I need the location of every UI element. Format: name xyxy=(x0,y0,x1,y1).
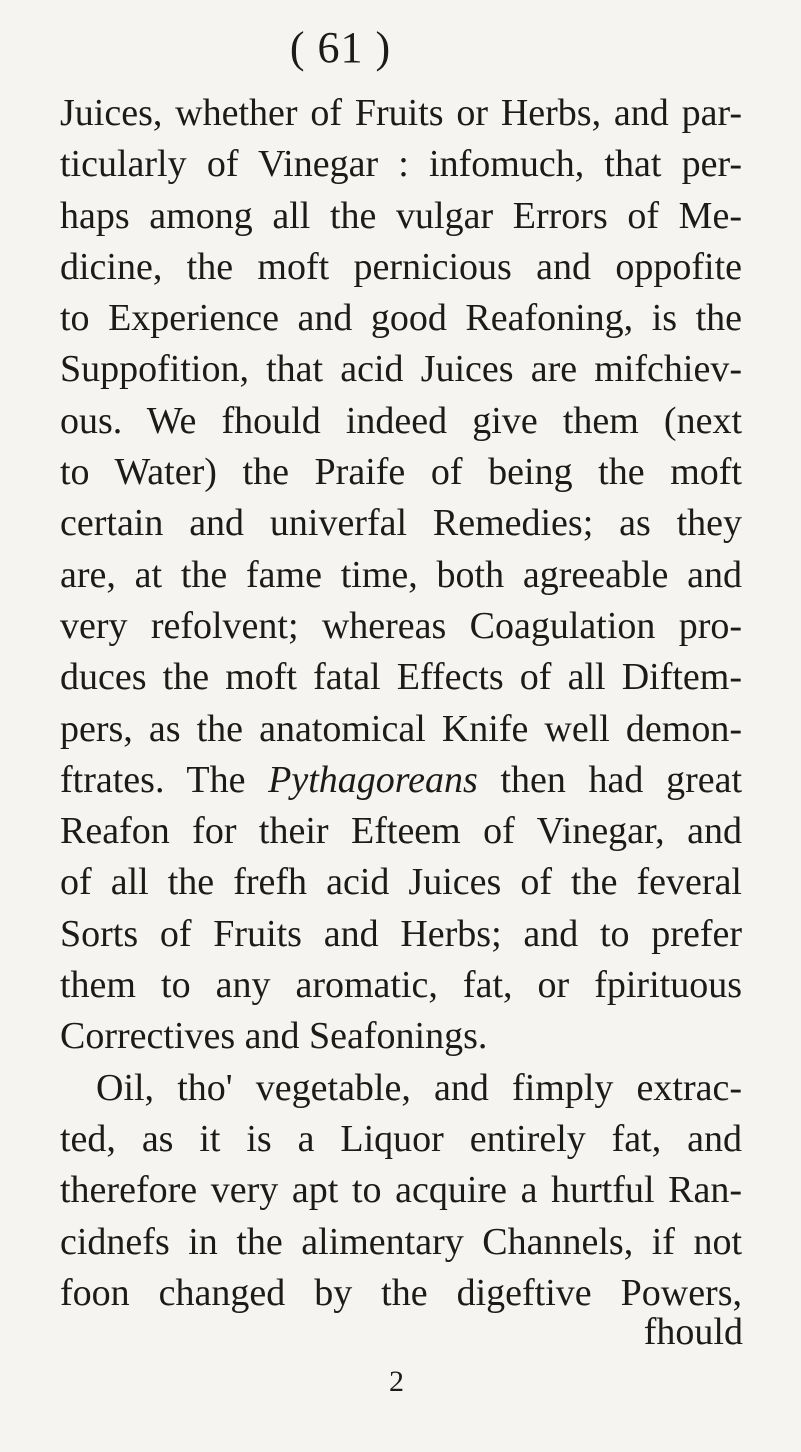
text-line: pers, as the anatomical Knife well demon- xyxy=(60,707,742,750)
text-line: to Experience and good Reafoning, is the xyxy=(60,297,742,340)
text-line: very refolvent; whereas Coagulation pro- xyxy=(60,604,742,647)
text-line: cidnefs in the alimentary Channels, if not xyxy=(60,1220,742,1263)
text-line: ted, as it is a Liquor entirely fat, and xyxy=(60,1117,742,1160)
text-segment: ftrates. The xyxy=(60,758,246,801)
text-line: Correctives and Seafonings. xyxy=(60,1015,488,1058)
text-line: of all the frefh acid Juices of the feveral xyxy=(60,861,742,904)
text-line-pythagoreans xyxy=(60,755,742,806)
text-line: Suppofition, that acid Juices are mifchiev- xyxy=(60,348,742,391)
text-line: ous. We fhould indeed give them (next xyxy=(60,399,742,442)
text-line: duces the moft fatal Effects of all Diftem- xyxy=(60,656,742,699)
signature-mark: 2 xyxy=(389,1365,404,1398)
text-line: certain and univerfal Remedies; as they xyxy=(60,502,742,545)
text-line: ticularly of Vinegar : infomuch, that per- xyxy=(60,143,742,186)
catchword: fhould xyxy=(643,1311,743,1353)
text-line: foon changed by the digeftive Powers, xyxy=(60,1271,742,1314)
text-line: therefore very apt to acquire a hurtful Ran- xyxy=(60,1169,742,1212)
text-line: haps among all the vulgar Errors of Me- xyxy=(60,194,742,237)
text-line: Sorts of Fruits and Herbs; and to prefer xyxy=(60,912,742,955)
page-number-header: ( 61 ) xyxy=(289,23,392,72)
text-line: Reafon for their Efteem of Vinegar, and xyxy=(60,810,742,853)
text-line: Oil, tho' vegetable, and fimply extrac- xyxy=(96,1066,742,1109)
text-segment: then had great xyxy=(500,758,743,801)
text-line: to Water) the Praife of being the moft xyxy=(60,451,742,494)
text-line: dicine, the moft pernicious and oppofite xyxy=(60,245,742,288)
text-line: them to any aromatic, fat, or fpirituous xyxy=(60,964,742,1007)
text-line: Juices, whether of Fruits or Herbs, and par- xyxy=(60,92,742,134)
italic-term: Pythagoreans xyxy=(268,758,478,801)
text-line: are, at the fame time, both agreeable and xyxy=(60,553,742,596)
body-text xyxy=(60,88,742,1319)
